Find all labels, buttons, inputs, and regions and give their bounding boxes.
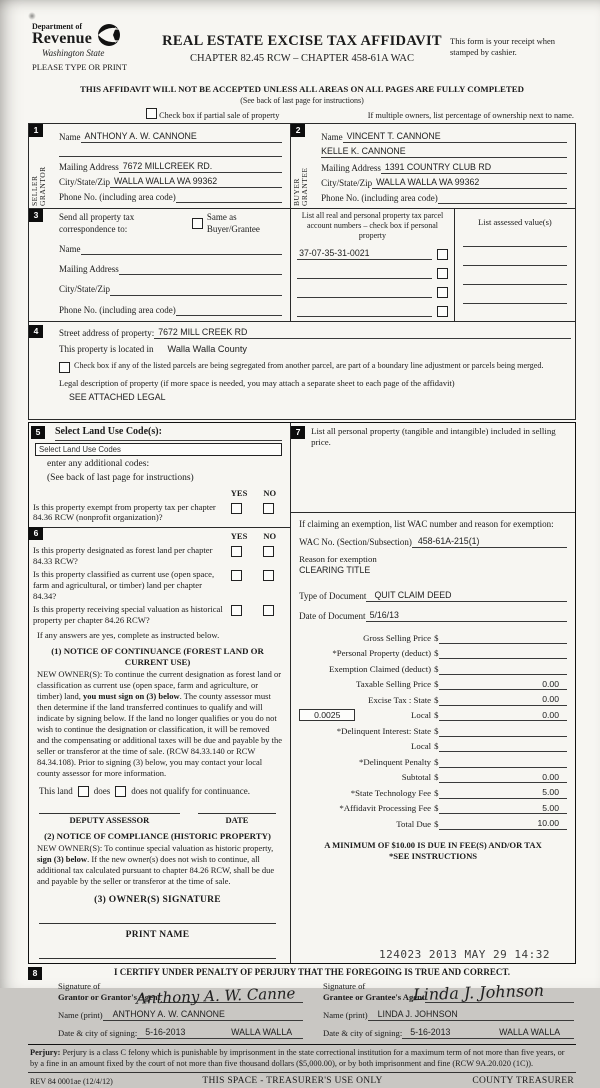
seller-city-label: City/State/Zip	[59, 177, 110, 188]
assessed-values-column	[455, 209, 575, 321]
please-type-print: PLEASE TYPE OR PRINT	[32, 62, 128, 72]
seller-phone-label: Phone No. (including area code)	[59, 191, 176, 202]
grantee-name-print-field[interactable]: LINDA J. JOHNSON	[368, 1009, 574, 1021]
section-1-badge: 1	[29, 124, 43, 137]
notice-continuance-title: (1) NOTICE OF CONTINUANCE (FOREST LAND OR CURRENT USE)	[51, 645, 264, 667]
grantee-agent-label: Grantee or Grantee's Agent	[323, 992, 425, 1003]
assessed-value-3-field[interactable]	[463, 266, 567, 285]
multiple-owners-note: If multiple owners, list percentage of ownership next to name.	[367, 110, 574, 120]
section-certification	[28, 967, 576, 1039]
legal-description-field[interactable]: SEE ATTACHED LEGAL	[69, 392, 166, 403]
assessed-value-1-field[interactable]	[463, 228, 567, 247]
total-due-field[interactable]: 10.00	[439, 818, 567, 830]
assessed-value-2-field[interactable]	[463, 247, 567, 266]
dor-swoosh-icon	[94, 22, 124, 48]
seller-phone-field[interactable]	[176, 192, 282, 203]
upper-form-box	[28, 123, 576, 420]
deputy-assessor-date-line[interactable]: DATE	[198, 813, 276, 826]
q-exempt-no-checkbox[interactable]	[263, 503, 274, 514]
section-buyer-grantee	[291, 124, 575, 208]
rev-number: REV 84 0001ae (12/4/12)	[30, 1077, 113, 1087]
q-exempt-text: Is this property exempt from property tax per chapter 84.36 RCW (nonprofit organization)?	[33, 501, 216, 523]
buyer-grantee-side-label: BUYER GRANTEE	[292, 167, 310, 207]
owners-signature-title: (3) OWNER(S) SIGNATURE	[94, 895, 221, 906]
personal-property-title: List all personal property (tangible and intangible) included in selling price.	[311, 426, 556, 448]
reason-exemption-label: Reason for exemption	[299, 554, 377, 565]
money-row-exemption: Exemption Claimed (deduct) $	[299, 659, 567, 675]
assessed-values-header: List assessed value(s)	[478, 217, 552, 228]
perjury-notice: Perjury: Perjury is a class C felony which is punishable by imprisonment in the state correctional institution for a maximum term of not more than five years, or by a fine in an amount fixed by the court of not more than five thousand dollars ($5,000.00), or by both imprisonment and fine (RCW 9A.20.020 (1C)).	[28, 1044, 576, 1073]
print-name-title: PRINT NAME	[125, 930, 190, 941]
q-historic-no-checkbox[interactable]	[263, 605, 274, 616]
same-as-buyer-checkbox[interactable]	[192, 218, 203, 229]
does-not-label: does not qualify for continuance.	[131, 786, 250, 797]
parcel-numbers-column	[291, 209, 455, 321]
form-subtitle: CHAPTER 82.45 RCW – CHAPTER 458-61A WAC	[190, 53, 414, 65]
buyer-address-label: Mailing Address	[321, 162, 381, 173]
taxable-selling-price-field[interactable]: 0.00	[439, 679, 567, 691]
exemption-claimed-field[interactable]	[439, 674, 567, 675]
corr-name-label: Name	[59, 243, 81, 254]
grantor-signature-line[interactable]	[161, 992, 303, 1003]
q-forest-yes-checkbox[interactable]	[231, 546, 242, 557]
q-historic-text: Is this property receiving special valuation as historical property per chapter 84.26 RCW?	[33, 604, 223, 626]
grantor-city-field[interactable]: WALLA WALLA	[217, 1027, 303, 1039]
q-forest-no-checkbox[interactable]	[263, 546, 274, 557]
parcel-4-personal-checkbox[interactable]	[437, 306, 448, 317]
see-back-note-2: (See back of last page for instructions)	[47, 473, 194, 484]
segregated-checkbox[interactable]	[59, 362, 70, 373]
grantee-signature-block	[317, 981, 576, 1039]
certify-statement: I CERTIFY UNDER PENALTY OF PERJURY THAT THE FOREGOING IS TRUE AND CORRECT.	[113, 966, 510, 977]
q-currentuse-no-checkbox[interactable]	[263, 570, 274, 581]
corr-city-label: City/State/Zip	[59, 284, 110, 295]
yes-header-5: YES	[230, 488, 248, 499]
no-header-5: NO	[263, 488, 277, 499]
parcel-header: List all real and personal property tax parcel account numbers – check box if personal property	[301, 211, 444, 240]
q-exempt-yes-checkbox[interactable]	[231, 503, 242, 514]
legal-description-label: Legal description of property (if more space is needed, you may attach a separate sheet to each page of the affidavit)	[59, 377, 455, 388]
notice-compliance-paragraph: NEW OWNER(S): To continue special valuation as historic property, sign (3) below. If the new owner(s) does not wish to continue, all additional tax calculated pursuant to chapter 84.26 RCW, shall be due and payable by the seller or transferor at the time of sale.	[37, 842, 275, 887]
deputy-assessor-signature-line[interactable]: DEPUTY ASSESSOR	[39, 813, 180, 826]
local-rate-box[interactable]: 0.0025	[299, 709, 355, 722]
affidavit-processing-fee-field[interactable]: 5.00	[439, 803, 567, 815]
county-field[interactable]: Walla Walla County	[167, 344, 247, 355]
partial-sale-field	[146, 108, 279, 121]
grantee-handwritten-signature: Linda J. Johnson	[412, 980, 545, 1005]
money-row-total-due: Total Due $ 10.00	[299, 814, 567, 830]
located-in-label: This property is located in	[59, 344, 154, 355]
section-5-badge: 5	[31, 426, 45, 439]
seller-address-label: Mailing Address	[59, 161, 119, 172]
land-does-not-checkbox[interactable]	[115, 786, 126, 797]
form-title: REAL ESTATE EXCISE TAX AFFIDAVIT	[162, 33, 442, 49]
delinquent-interest-state-field[interactable]	[439, 736, 567, 737]
minimum-fee-note: A MINIMUM OF $10.00 IS DUE IN FEE(S) AND/OR TAX *SEE INSTRUCTIONS	[324, 839, 542, 862]
q-forest-text: Is this property designated as forest land per chapter 84.33 RCW?	[33, 544, 213, 566]
section-3-badge: 3	[29, 209, 43, 222]
delinquent-penalty-field[interactable]	[439, 767, 567, 768]
buyer-city-label: City/State/Zip	[321, 178, 373, 189]
this-land-label: This land	[39, 786, 73, 797]
buyer-phone-field[interactable]	[438, 193, 567, 204]
corr-phone-field[interactable]	[176, 305, 282, 316]
grantor-agent-label: Grantor or Grantor's Agent	[58, 992, 161, 1003]
q-historic-yes-checkbox[interactable]	[231, 605, 242, 616]
no-header-6: NO	[263, 531, 277, 542]
right-column	[291, 423, 575, 963]
grantor-name-print-label: Name (print)	[58, 1010, 103, 1021]
parcel-number-field[interactable]: 37-07-35-31-0021	[297, 248, 432, 260]
parcel-1-personal-checkbox[interactable]	[437, 249, 448, 260]
parcel-2-field[interactable]	[297, 268, 432, 279]
excise-tax-local-field[interactable]: 0.00	[439, 710, 567, 722]
grantee-date-city-label: Date & city of signing:	[323, 1028, 403, 1039]
excise-tax-state-field[interactable]: 0.00	[439, 694, 567, 706]
corr-name-field[interactable]	[81, 244, 283, 255]
receipt-note: This form is your receipt when stamped by cashier.	[450, 36, 556, 58]
logo-dept-text: Department of	[32, 22, 82, 31]
parcel-3-field[interactable]	[297, 287, 432, 298]
send-correspondence-label: Send all property tax correspondence to:	[59, 212, 135, 234]
section-property-address	[29, 322, 575, 419]
treasurer-space-label: THIS SPACE - TREASURER'S USE ONLY	[202, 1076, 383, 1087]
reason-exemption-field[interactable]: CLEARING TITLE	[299, 565, 371, 576]
doc-type-field[interactable]: QUIT CLAIM DEED	[366, 590, 567, 602]
buyer-city-field[interactable]: WALLA WALLA WA 99362	[372, 177, 567, 189]
seller-name-field[interactable]: ANTHONY A. W. CANNONE	[81, 131, 283, 143]
doc-date-field[interactable]: 5/16/13	[366, 610, 567, 622]
corr-address-label: Mailing Address	[59, 264, 119, 275]
section-seller-grantor	[29, 124, 291, 208]
wac-label: WAC No. (Section/Subsection)	[299, 537, 412, 548]
grantor-date-city-label: Date & city of signing:	[58, 1028, 138, 1039]
answers-yes-note: If any answers are yes, complete as instructed below.	[37, 629, 220, 640]
logo-state-text: Washington State	[42, 48, 105, 58]
buyer-name2-field[interactable]: KELLE K. CANNONE	[321, 146, 567, 158]
money-row-tech-fee: *State Technology Fee $ 5.00	[299, 783, 567, 799]
left-column	[29, 423, 291, 963]
grantee-name-print-label: Name (print)	[323, 1010, 368, 1021]
segregated-label: Check box if any of the listed parcels are being segregated from another parcel, are part of a boundary line adjustment or parcels being merged.	[74, 360, 544, 370]
parcel-4-field[interactable]	[297, 306, 432, 317]
additional-codes-label: enter any additional codes:	[47, 459, 150, 470]
grantee-date-field[interactable]: 5-16-2013	[402, 1027, 485, 1039]
form-header	[28, 6, 576, 84]
seller-name-label: Name	[59, 131, 81, 142]
money-row-delinq-interest-state: *Delinquent Interest: State $	[299, 721, 567, 737]
money-row-delinq-penalty: *Delinquent Penalty $	[299, 752, 567, 768]
corr-city-field[interactable]	[110, 285, 282, 296]
section-6-badge: 6	[29, 527, 43, 540]
exemption-note: If claiming an exemption, list WAC number and reason for exemption:	[299, 519, 554, 530]
subtotal-field[interactable]: 0.00	[439, 772, 567, 784]
parcel-3-personal-checkbox[interactable]	[437, 287, 448, 298]
money-row-excise-local: 0.0025 Local $ 0.00	[299, 706, 567, 722]
grantor-name-print-field[interactable]: ANTHONY A. W. CANNONE	[103, 1009, 303, 1021]
grantor-signature-of-label: Signature of	[58, 981, 101, 992]
grantor-date-field[interactable]: 5-16-2013	[137, 1027, 217, 1039]
street-address-field[interactable]: 7672 MILL CREEK RD	[154, 327, 571, 339]
seller-address-field[interactable]: 7672 MILLCREEK RD.	[119, 161, 282, 173]
money-row-excise-state: Excise Tax : State $ 0.00	[299, 690, 567, 706]
money-row-personal: *Personal Property (deduct) $	[299, 644, 567, 660]
seller-name2-field[interactable]	[59, 146, 282, 157]
grantee-signature-of-label: Signature of	[323, 981, 366, 992]
parcel-2-personal-checkbox[interactable]	[437, 268, 448, 279]
money-row-taxable: Taxable Selling Price $ 0.00	[299, 675, 567, 691]
corr-address-field[interactable]	[119, 264, 282, 275]
exemption-block	[291, 512, 575, 863]
grantee-signature-line[interactable]	[425, 992, 574, 1003]
doc-date-label: Date of Document	[299, 611, 366, 621]
land-use-dropdown[interactable]: Select Land Use Codes	[35, 443, 282, 457]
q-currentuse-yes-checkbox[interactable]	[231, 570, 242, 581]
section-tax-correspondence	[29, 209, 291, 321]
see-back-note: (See back of last page for instructions)	[240, 95, 364, 105]
cashier-date-stamp: 124023 2013 MAY 29 14:32	[379, 948, 550, 961]
buyer-address-field[interactable]: 1391 COUNTRY CLUB RD	[381, 162, 567, 174]
state-technology-fee-field[interactable]: 5.00	[439, 787, 567, 799]
section-2-badge: 2	[291, 124, 305, 137]
money-row-gross: Gross Selling Price $	[299, 628, 567, 644]
grantor-signature-block	[58, 981, 317, 1039]
print-name-line[interactable]	[39, 942, 276, 959]
seller-grantor-side-label: SELLER GRANTOR	[30, 166, 48, 207]
wac-number-field[interactable]: 458-61A-215(1)	[412, 536, 567, 548]
assessed-value-4-field[interactable]	[463, 285, 567, 304]
section-4-badge: 4	[29, 325, 43, 338]
yes-header-6: YES	[230, 531, 248, 542]
notice-continuance-paragraph: NEW OWNER(S): To continue the current designation as forest land or classification as current use (open space, farm and agriculture, or timber) land, you must sign on (3) below. The county assessor must then determine if the land transferred continues to qualify and will indicate by signing below. If the land no longer qualifies or you do not wish to continue the designation or classification, it will be removed and the compensating or additional taxes will be due and payable by the seller or transferor at the time of sale. (RCW 84.33.140 or RCW 84.34.108). Prior to signing (3) below, you may contact your local county assessor for more information.	[37, 668, 283, 779]
buyer-name-label: Name	[321, 131, 343, 142]
land-use-title: Select Land Use Code(s):	[55, 426, 282, 441]
buyer-phone-label: Phone No. (including area code)	[321, 192, 438, 203]
logo-revenue-text: Revenue	[32, 30, 93, 47]
money-row-processing-fee: *Affidavit Processing Fee $ 5.00	[299, 799, 567, 815]
grantor-handwritten-signature: Anthony A. W. Canne	[135, 984, 296, 1008]
buyer-name-field[interactable]: VINCENT T. CANNONE	[343, 131, 567, 143]
section-7-badge: 7	[291, 426, 305, 439]
section-8-badge: 8	[28, 967, 42, 980]
personal-property-field[interactable]	[439, 658, 567, 659]
street-address-label: Street address of property:	[59, 327, 155, 338]
lower-form-box	[28, 422, 576, 964]
partial-sale-label: Check box if partial sale of property	[159, 110, 280, 120]
corr-phone-label: Phone No. (including area code)	[59, 304, 176, 315]
seller-city-field[interactable]: WALLA WALLA WA 99362	[110, 176, 282, 188]
money-row-subtotal: Subtotal $ 0.00	[299, 768, 567, 784]
money-row-delinq-interest-local: Local $	[299, 737, 567, 753]
q-currentuse-text: Is this property classified as current use (open space, farm and agricultural, or timber) land per chapter 84.34?	[33, 569, 215, 601]
grantee-city-field[interactable]: WALLA WALLA	[485, 1027, 574, 1039]
delinquent-interest-local-field[interactable]	[439, 751, 567, 752]
doc-type-label: Type of Document	[299, 591, 367, 602]
partial-sale-checkbox[interactable]	[146, 108, 157, 119]
same-as-buyer-label: Same as Buyer/Grantee	[206, 212, 260, 234]
owners-signature-line[interactable]	[39, 907, 276, 924]
notice-compliance-title: (2) NOTICE OF COMPLIANCE (HISTORIC PROPERTY)	[44, 831, 271, 841]
county-treasurer-label: COUNTY TREASURER	[472, 1076, 574, 1087]
land-does-checkbox[interactable]	[78, 786, 89, 797]
does-label: does	[93, 786, 111, 797]
gross-selling-price-field[interactable]	[439, 643, 567, 644]
acceptance-warning: THIS AFFIDAVIT WILL NOT BE ACCEPTED UNLESS ALL AREAS ON ALL PAGES ARE FULLY COMPLETED	[80, 84, 524, 94]
